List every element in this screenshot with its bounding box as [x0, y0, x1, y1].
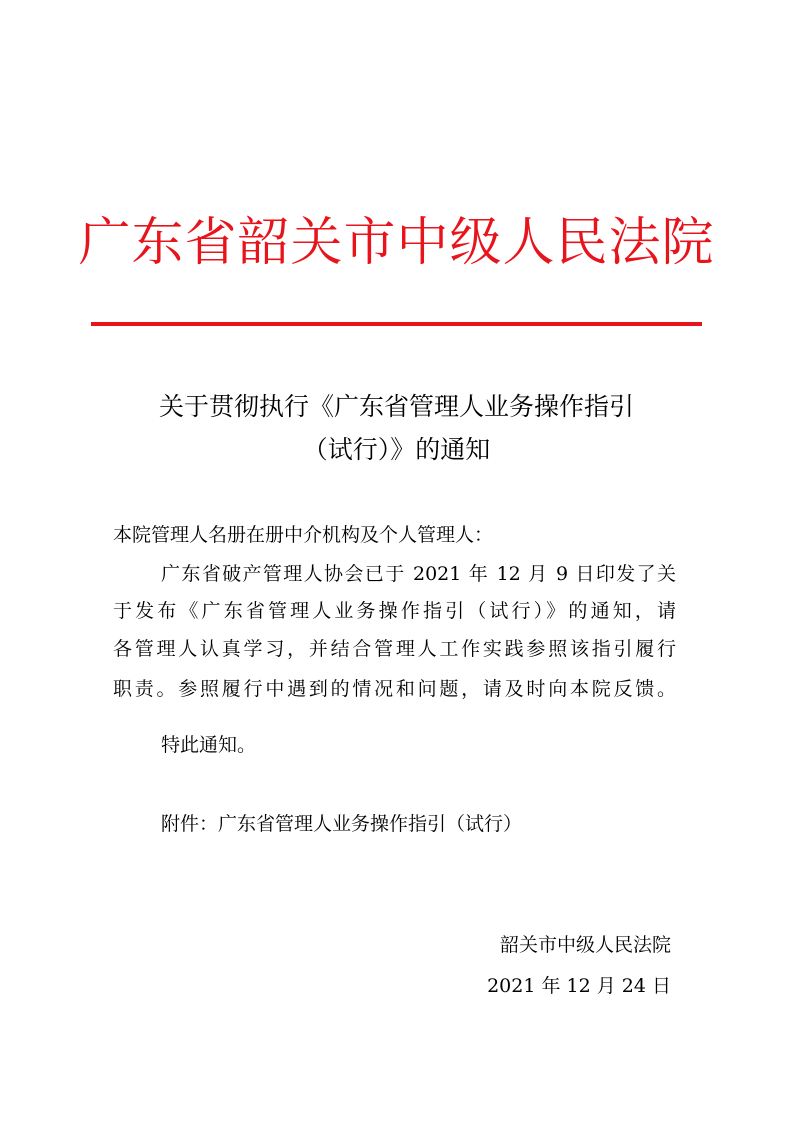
- letterhead-red-divider: [91, 322, 702, 326]
- body-line-2: 于发布《广东省管理人业务操作指引（试行）》的通知，请: [113, 600, 676, 622]
- salutation: 本院管理人名册在册中介机构及个人管理人：: [113, 524, 494, 546]
- closing-line: 特此通知。: [161, 734, 257, 756]
- body-line-3: 各管理人认真学习，并结合管理人工作实践参照该指引履行: [113, 638, 676, 660]
- attachment-line: 附件：广东省管理人业务操作指引（试行）: [161, 813, 523, 835]
- body-line-1: 广东省破产管理人协会已于 2021 年 12 月 9 日印发了关: [161, 563, 676, 585]
- notice-title-line-1: 关于贯彻执行《广东省管理人业务操作指引: [158, 392, 634, 421]
- body-line-4: 职责。参照履行中遇到的情况和问题，请及时向本院反馈。: [113, 678, 676, 700]
- notice-title-line-2: （试行）》的通知: [302, 435, 491, 464]
- issue-date: 2021 年 12 月 24 日: [487, 975, 671, 997]
- court-letterhead-title: 广东省韶关市中级人民法院: [78, 213, 715, 273]
- issuer-signature: 韶关市中级人民法院: [499, 934, 671, 956]
